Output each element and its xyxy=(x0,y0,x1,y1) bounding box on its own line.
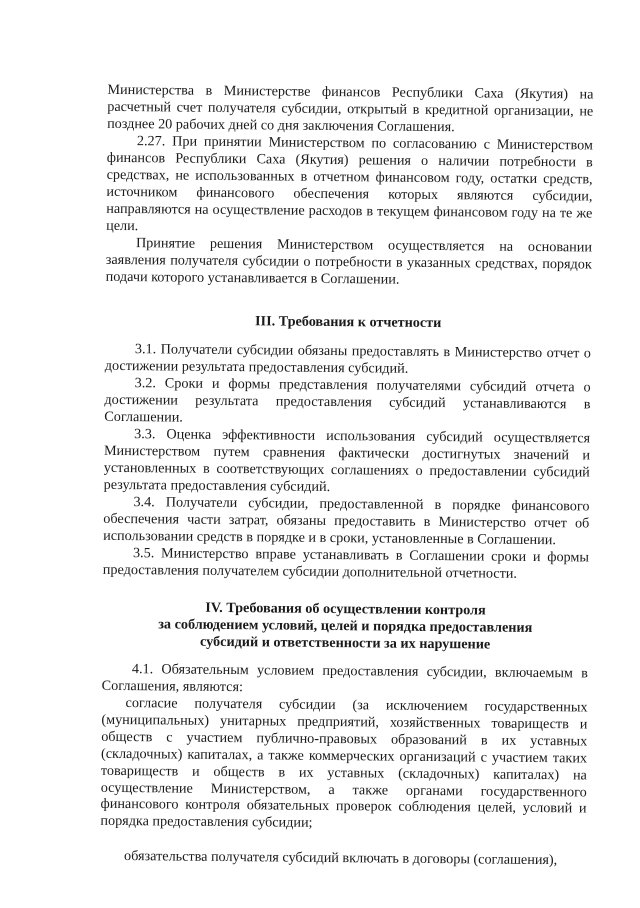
paragraph-transfer-continuation: Министерства в Министерстве финансов Республики Саха (Якутия) на расчетный счет получателя субсидии, открытый в кредитной организации, не позднее 20 рабочих дней со дня заключения Соглашения. xyxy=(107,81,594,135)
paragraph-consent: согласие получателя субсидии (за исключением государственных (муниципальных) унитарных предприятий, хозяйственных товариществ и обществ с участием публично-правовых образований в их уставных (складочных) капиталах, а также коммерческих организаций с участием таких товариществ и обществ в их уставных (складочных) капиталах) на осуществление Министерством, а также органами государственного финансового контроля обязательных проверок соблюдения целей, условий и порядка предоставления субсидии; xyxy=(100,695,588,832)
section-heading-4-line2: за соблюдением условий, целей и порядка предоставления xyxy=(158,616,533,636)
paragraph-3-3: 3.3. Оценка эффективности использования субсидий осуществляется Министерством путем сравнения фактически достигнутых значений и установленных в соответствующих соглашениях о предоставлении субсидий результата предоставления субсидий. xyxy=(103,426,591,495)
paragraph-3-4: 3.4. Получатели субсидии, предоставленной в порядке финансового обеспечения части затрат, обязаны предоставить в Министерство отчет об использовании средств в порядке и в сроки, установленные в Соглашении. xyxy=(103,494,590,548)
paragraph-4-1: 4.1. Обязательным условием предоставления субсидии, включаемым в Соглашения, являются: xyxy=(101,661,588,696)
paragraph-3-1: 3.1. Получатели субсидии обязаны предоставлять в Министерство отчет о достижении результата предоставления субсидий. xyxy=(104,341,592,377)
paragraph-3-2: 3.2. Сроки и формы представления получателями субсидий отчета о достижении результата предоставления субсидий устанавливаются в Соглашении. xyxy=(104,375,591,426)
paragraph-3-5: 3.5. Министерство вправе устанавливать в Соглашении сроки и формы предоставления получателем субсидии дополнительной отчетности. xyxy=(102,545,590,582)
section-heading-3: III. Требования к отчетности xyxy=(254,313,442,332)
paragraph-decision: Принятие решения Министерством осуществляется на основании заявления получателя субсидии о потребности в указанных средствах, порядок подачи которого устанавливается в Соглашении. xyxy=(105,235,593,288)
paragraph-obligations: обязательства получателя субсидий включать в договоры (соглашения), xyxy=(124,848,558,869)
paragraph-2-27: 2.27. При принятии Министерством по согласованию с Министерством финансов Республики Саха (Якутия) решения о наличии потребности в средствах, не использованных в отчетном финансовом году, остатки средств, источником финансового обеспечения которых являются субсидии, направляются на осуществление расходов в текущем финансовом году на те же цели. xyxy=(106,133,594,234)
section-heading-4-line1: IV. Требования об осуществлении контроля xyxy=(205,599,486,619)
section-heading-4-line3: субсидий и ответственности за их нарушение xyxy=(199,633,491,653)
